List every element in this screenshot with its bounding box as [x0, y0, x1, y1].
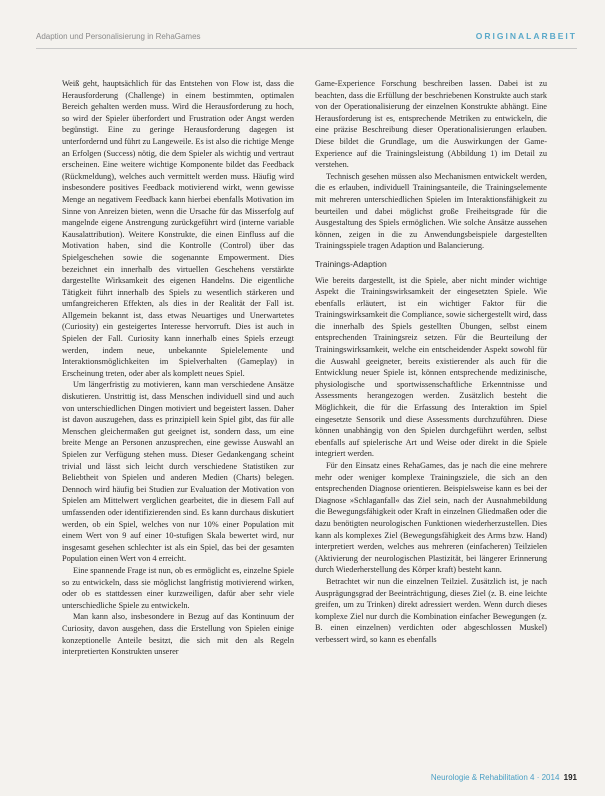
running-title: Adaption und Personalisierung in RehaGames	[36, 32, 201, 41]
running-header	[36, 30, 577, 46]
journal-citation: Neurologie & Rehabilitation 4 · 2014	[430, 773, 560, 782]
header-divider	[36, 48, 577, 49]
body-paragraph: Für den Einsatz eines RehaGames, das je nach die eine mehrere mehr oder weniger komplexe Trainingsziele, die sich an den entsprechenden Diagnose orientieren. Beispielsweise kann es bei der Diagnose »Schlaganfall« das Ziel sein, nach der Ausnahmebildung die Bewegungsfähigkeit oder Kraft in einzelnen Gliedmaßen oder die dazu benötigten neurologischen Funktionen wiederherzustellen. Dies kann als komplexes Ziel (Bewegungsfähigkeit des Arms bzw. Hand) interpretiert werden, welches aus mehreren (einfacheren) Teilzielen (Aktivierung der neurologischen Plastizität, bei längerer Erinnerung durch Wiederherstellung des Körper kraft) besteht kann.	[315, 461, 547, 575]
left-column	[62, 78, 294, 738]
body-paragraph: Technisch gesehen müssen also Mechanismen entwickelt werden, die es erlauben, individuell Trainingsanteile, die Trainingselemente mit mehreren unterschiedlichen Spielen im Interaktionsfähigkeit zu beurteilen und dabei möglichst große Freiheitsgrade für die Ausgestaltung des Spiels ermöglichen. Wie solche Ansätze aussehen können, zeigen in die zu Anwendungsbeispiele dargestellten Trainingsspiele tragen Adaption und Balancierung.	[315, 171, 547, 251]
section-heading: Trainings-Adaption	[315, 258, 387, 269]
body-paragraph: Wie bereits dargestellt, ist die Spiele, aber nicht minder wichtige Aspekt die Trainingswirksamkeit der eingesetzten Spiele. Wie ebenfalls erläutert, ist ein wichtiger Faktor für die Trainingswirksamkeit die Compliance, sowie sichergestellt wird, dass die innerhalb des Spiels gestellten Übungen, selbst einem entsprechenden Trainingsreiz setzen. Für die Beurteilung der Trainingswirksamkeit, welche ein entscheidender Aspekt sowohl für die Auswahl geeigneter, bereits existierender als auch für die Entwicklung neuer Spiele ist, können entsprechende medizinische, physiologische und sportwissenschaftliche Erkenntnisse und Assessments herangezogen werden. Zusätzlich besteht die Möglichkeit, die für die Erfassung des Interaktion im Spiel eingesetzte Sensorik und diese Assessments durchzuführen. Diese können unabhängig von den Spielen durchgeführt werden, selbst ebenfalls auf spielerische Art und Weise oder direkt in die Spiele integriert werden.	[315, 275, 547, 459]
body-paragraph: Um längerfristig zu motivieren, kann man verschiedene Ansätze diskutieren. Unstrittig ist, dass Menschen individuell sind und auch von unterschiedlichen Dingen motiviert und begeistert lassen. Daher ist davon auszugehen, dass es prinzipiell kein Spiel gibt, das für alle Menschen gleichermaßen gut geeignet ist, sondern dass, um eine breite Menge an Personen anzusprechen, eine gewisse Auswahl an Spielen zur Verfügung stehen muss. Dieser Gedankengang scheint trivial und lässt sich leicht durch verschiedene Statistiken zur Beliebtheit von Spielen und anderen Medien (Charts) belegen. Dennoch wird häufig bei Studien zur Evaluation der Motivation von Spielen am Mittelwert verglichen gearbeitet, die in diesem Fall auf umfassenden oder identifizierenden sind. Es kann durchaus diskutiert werden, ob ein Spiel, welches von nur 10% einer Population mit einem Wert von 9 auf einer 10-stufigen Skala bewertet wird, nur insgesamt gesehen schlechter ist als ein Spiel, das bei der gesamten Population einen Wert von 4 erreicht.	[62, 380, 294, 564]
page-footer	[431, 773, 577, 782]
body-paragraph: Eine spannende Frage ist nun, ob es ermöglicht es, einzelne Spiele so zu entwickeln, dass sie möglichst langfristig motivierend wirken, oder ob es stattdessen einer kurzweiligen, dafür aber sehr viele unterschiedliche Spiele zu entwickeln.	[62, 565, 294, 610]
body-paragraph: Betrachtet wir nun die einzelnen Teilziel. Zusätzlich ist, je nach Ausprägungsgrad der Beeinträchtigung, dieses Ziel (z. B. eine leichte greifen, um zu Trinken) direkt adressiert werden. Wenn durch dieses komplexe Ziel nur durch die Kombination einfacher Bewegungen (z. B. einen einzelnen) verdichten oder abgeschlossen Muskel) verbessert wird, so kann es ebenfalls	[315, 576, 547, 644]
page-number: 191	[563, 773, 577, 782]
right-column	[315, 78, 547, 738]
section-label: ORIGINALARBEIT	[475, 31, 577, 41]
body-paragraph: Man kann also, insbesondere in Bezug auf das Kontinuum der Curiosity, davon ausgehen, dass die Erstellung von Spielen einige konzeptionelle Anteile besitzt, die sich mit den als Regeln interpretierten Konstrukten unserer	[62, 612, 294, 657]
body-paragraph: Game-Experience Forschung beschreiben lassen. Dabei ist zu beachten, dass die Erfüllung der beschriebenen Konstrukte auch stark von der Operationalisierung der einzelnen Konstrukte abhängt. Eine Herausforderung ist es, entsprechende Metriken zu entwickeln, die eine präzise Beschreibung dieser Operationalisierungen erlauben. Diese bildet die Grundlage, um die Auswirkungen der Game-Experience auf die Trainingsleistung (Abbildung 1) im Detail zu verstehen.	[315, 79, 547, 170]
body-paragraph: Weiß geht, hauptsächlich für das Entstehen von Flow ist, dass die Herausforderung (Challenge) in einem bestimmten, optimalen Bereich gehalten werden muss. Wird die Herausforderung zu hoch, so wird der Spieler überfordert und Frustration oder Angst werden begünstigt. Eine zu geringe Herausforderung dagegen ist unterfordernd und führt zu Langeweile. Es ist also die richtige Menge an Erfolgen (Success) nötig, die dem Spieler als wichtig und vertraut erscheinen. Eine weitere wichtige Komponente bildet das Feedback (Rückmeldung), welches auch vermittelt werden muss. Häufig wird insbesondere positives Feedback motivierend wirkt, wenn gewisse Menge an negativem Feedback kann hierbei ebenfalls Motivation im Sinne von Anreizen bieten, wenn die Ursache für das Misserfolg auf mangelnde eigene Anstrengung zurückgeführt wird (interne variable Kausalattribution). Weitere Konstrukte, die einen Einfluss auf die Motivation haben, sind die Kontrolle (Control) über das Spielgeschehen sowie die sogenannte Empowerment. Dies bezeichnet ein innerhalb des virtuellen Geschehens verstärkte dargestellte Wirksamkeit des eigenen Handelns. Die eigentliche Tätigkeit führt innerhalb des Spiels zu wesentlich stärkeren und umfangreicheren Effekten, als dies in der Realität der Fall ist. Allgemein bekannt ist, dass etwas Neuartiges und Unerwartetes (Curiosity) ein gesteigertes Interesse hervorruft. Dies ist auch in Spielen der Fall. Curiosity kann innerhalb eines Spiels erzeugt werden, indem neue, unbekannte Spielelemente und Interaktionsmöglichkeiten im Spielverhalten (Gameplay) in Erscheinung treten, oder aber als komplett neues Spiel.	[62, 79, 294, 378]
